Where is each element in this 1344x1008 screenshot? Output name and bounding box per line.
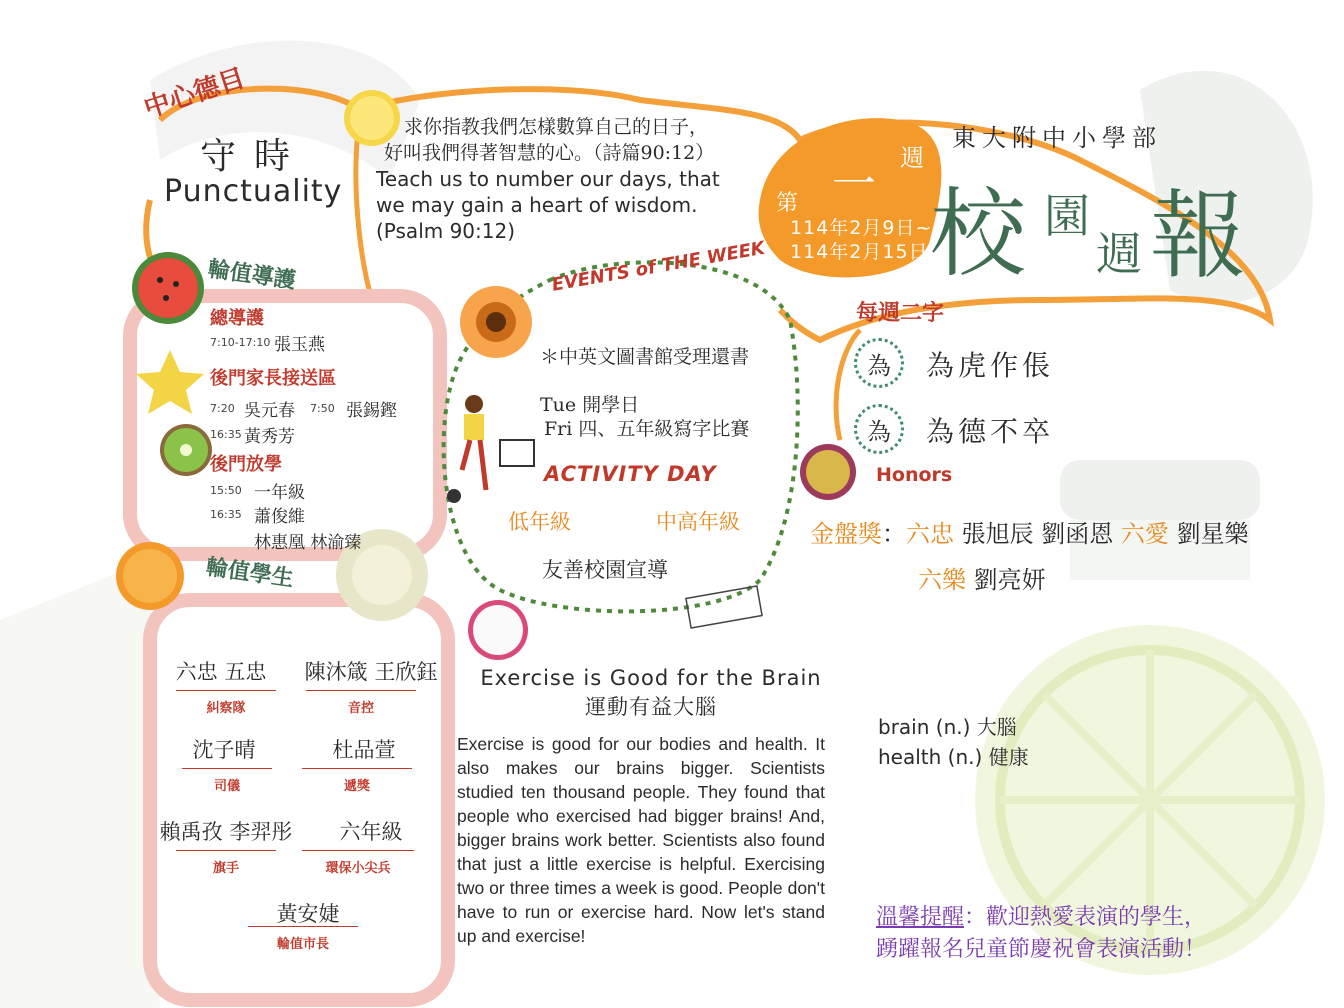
student-name-4: 杜品萱 [332, 738, 396, 762]
passion-fruit-icon [800, 444, 856, 500]
vocab-line-1: brain (n.) 大腦 [878, 715, 1017, 739]
bd-name-2: 張錫鏗 [346, 401, 397, 421]
dismiss-label: 後門放學 [210, 454, 282, 475]
honor-class-2: 六愛 [1120, 520, 1169, 548]
week-number: 一 [832, 159, 876, 210]
papaya-icon [460, 286, 532, 358]
ds-name-1: 一年級 [254, 483, 305, 503]
bd-time-1: 7:20 [210, 402, 235, 415]
friendly-campus: 友善校園宣導 [542, 558, 668, 582]
verse-zh-line2: 好叫我們得著智慧的心。（詩篇90:12） [384, 142, 715, 164]
reminder-line-2: 踴躍報名兒童節慶祝會表演活動！ [876, 937, 1207, 962]
bible-verse [376, 114, 766, 244]
week-char: 週 [900, 144, 924, 172]
bd-name-3: 黃秀芳 [244, 427, 295, 447]
verse-zh-line1: 求你指教我們怎樣數算自己的日子， [404, 116, 709, 138]
article-body: Exercise is good for our bodies and health. It also makes our brains bigger. Scientists studied ten thousand people. They found that people who exercised had bigger brains! And, bigger brains work better. Scientists also found that just a little exercise is helpful. Exercising two or three times a week is good. People don't have to run or exercise hard. Now let's stand up and exercise! [457, 734, 825, 946]
upper-grade: 中高年級 [656, 510, 740, 534]
soccer-player-icon [447, 395, 534, 503]
student-duty-title: 輪值學生 [204, 554, 296, 592]
article-title-en: Exercise is Good for the Brain [480, 666, 822, 690]
honors-line-2 [918, 560, 1046, 595]
reminder-line-1: 歡迎熱愛表演的學生， [986, 905, 1207, 930]
verse-en-line2: we may gain a heart of wisdom. [376, 193, 698, 217]
honor-names-2: 劉星樂 [1176, 520, 1249, 548]
title-char-4: 報 [1150, 180, 1246, 292]
virtue-chinese: 守時 [200, 136, 309, 177]
activity-day: ACTIVITY DAY [544, 462, 717, 486]
student-role-2: 音控 [306, 690, 416, 716]
student-name-6: 六年級 [339, 820, 403, 844]
vocabulary [878, 712, 1029, 772]
general-duty-label: 總導護 [210, 308, 264, 329]
title-char-3: 週 [1096, 227, 1142, 281]
article-title [466, 664, 836, 722]
verse-en-line1: Teach us to number our days, that [376, 167, 720, 191]
honors-title: Honors [876, 464, 953, 486]
honor-class-3: 六樂 [918, 566, 966, 594]
honor-class-1: 六忠 [906, 520, 954, 548]
date-to: 114年2月15日 [790, 241, 929, 263]
honor-names-3: 劉亮妍 [973, 566, 1046, 594]
ds-name-3: 林惠凰 林渝臻 [254, 533, 362, 553]
reminder-colon: ： [964, 905, 987, 930]
student-role-7: 輪值市長 [248, 926, 358, 952]
award-colon: ： [882, 520, 906, 548]
kiwi-icon [160, 424, 212, 476]
article-title-zh: 運動有益大腦 [585, 695, 717, 719]
daily-word-1: 為虎作倀 [926, 349, 1055, 382]
events-title: EVENTS of THE WEEK [550, 237, 767, 296]
school-name: 東大附中小學部 [952, 124, 1162, 152]
lower-grade: 低年級 [508, 510, 571, 534]
virtue-label: 中心德目 [140, 63, 249, 125]
honors-line-1 [810, 514, 1249, 549]
student-name-7: 黃安婕 [276, 902, 340, 926]
week-prefix: 第 [776, 191, 799, 216]
daily-words-title: 每週二字 [856, 301, 945, 326]
event-item-2: Tue 開學日 [540, 394, 640, 416]
reminder [876, 902, 1206, 966]
title-char-2: 園 [1044, 189, 1090, 243]
student-role-3: 司儀 [182, 768, 272, 794]
duty-title: 輪值導護 [206, 256, 298, 294]
backdoor-label: 後門家長接送區 [210, 368, 336, 389]
bd-name-1: 吳元春 [244, 401, 295, 421]
student-name-3: 沈子晴 [192, 738, 256, 762]
student-role-5: 旗手 [176, 850, 276, 876]
general-duty-time: 7:10-17:10 [210, 336, 271, 349]
student-name-2: 陳沐箴 王欣鈺 [304, 660, 438, 684]
student-role-6: 環保小尖兵 [302, 850, 414, 876]
daily-char-2: 為 [854, 404, 904, 454]
ds-time-2: 16:35 [210, 508, 242, 521]
event-item-3: Fri 四、五年級寫字比賽 [544, 418, 750, 440]
vocab-line-2: health (n.) 健康 [878, 745, 1029, 769]
student-name-5: 賴禹孜 李羿彤 [159, 820, 293, 844]
dragon-fruit-icon [468, 600, 528, 660]
honor-names-1: 張旭辰 劉函恩 [961, 520, 1114, 548]
student-role-1: 糾察隊 [176, 690, 276, 716]
bd-time-3: 16:35 [210, 428, 242, 441]
bd-time-2: 7:50 [310, 402, 335, 415]
watermelon-icon [132, 252, 204, 324]
event-item-1: ＊中英文圖書館受理還書 [540, 346, 750, 368]
student-name-1: 六忠 五忠 [175, 660, 267, 684]
ds-name-2: 蕭俊維 [254, 507, 305, 527]
award-name: 金盤獎 [810, 520, 882, 548]
orange-slice-icon [116, 542, 184, 610]
daily-word-2: 為德不卒 [926, 415, 1055, 448]
verse-en-line3: (Psalm 90:12) [376, 219, 516, 243]
daily-char-1: 為 [854, 338, 904, 388]
student-role-4: 遞獎 [302, 768, 412, 794]
title-char-1: 校 [930, 178, 1026, 290]
date-range [790, 216, 932, 264]
date-from: 114年2月9日~ [790, 217, 933, 239]
ds-time-1: 15:50 [210, 484, 242, 497]
reminder-label: 溫馨提醒 [876, 905, 965, 930]
general-duty-name: 張玉燕 [274, 335, 325, 355]
virtue-english: Punctuality [164, 174, 343, 209]
